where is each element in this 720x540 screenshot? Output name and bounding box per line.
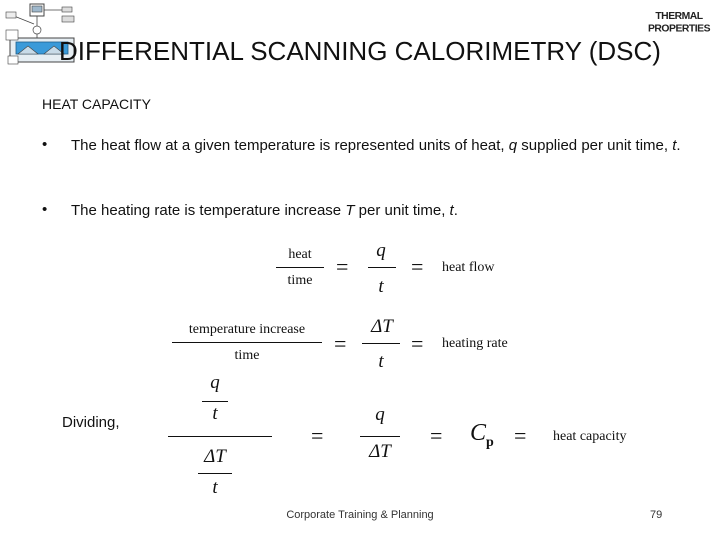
cp-subscript: p <box>486 434 494 450</box>
eq3-result: heat capacity <box>553 429 627 444</box>
eq3-var-denominator: ΔT <box>369 441 391 462</box>
eq1-result: heat flow <box>442 260 495 275</box>
eq2-numerator: temperature increase <box>188 322 306 337</box>
eq1-equals: = <box>336 254 349 279</box>
eq3-var-numerator: q <box>375 404 385 425</box>
eq3-main-fraction-bar <box>168 436 272 437</box>
eq1-equals-2: = <box>411 254 424 279</box>
eq3-equals-2: = <box>430 423 443 448</box>
eq3-equals: = <box>311 423 324 448</box>
eq1-fraction-bar <box>276 267 324 268</box>
bullet-marker: • <box>42 136 48 153</box>
eq3-inner-den-bar <box>198 473 232 474</box>
eq2-equals-2: = <box>411 331 424 356</box>
section-heading: HEAT CAPACITY <box>42 96 151 112</box>
eq3-inner-num-bar <box>202 401 228 402</box>
bullet-marker: • <box>42 201 48 218</box>
svg-text:PROPERTIES: PROPERTIES <box>647 23 711 35</box>
page-number: 79 <box>650 509 663 521</box>
eq1-var-denominator: t <box>378 276 384 297</box>
footer-text: Corporate Training & Planning <box>286 509 434 521</box>
eq2-equals: = <box>334 331 347 356</box>
eq1-denominator: time <box>287 273 313 288</box>
eq2-var-denominator: t <box>378 351 384 372</box>
eq3-equals-3: = <box>514 423 527 448</box>
eq1-var-numerator: q <box>376 240 386 261</box>
thermal-properties-logo <box>646 8 712 38</box>
eq2-denominator: time <box>234 348 260 363</box>
eq3-cp-symbol <box>470 420 494 451</box>
page-title: DIFFERENTIAL SCANNING CALORIMETRY (DSC) <box>59 36 661 66</box>
svg-text:THERMAL: THERMAL <box>655 11 703 23</box>
eq2-fraction-bar <box>172 342 322 343</box>
eq3-inner-den-top: ΔT <box>204 446 226 467</box>
eq3-lead-text: Dividing, <box>62 414 120 431</box>
bullet-2-text: The heating rate is temperature increase T per unit time, t. <box>71 202 458 219</box>
eq1-var-fraction-bar <box>368 267 396 268</box>
eq3-inner-den-bot: t <box>212 477 218 498</box>
eq1-numerator: heat <box>288 247 312 262</box>
bullet-1-text: The heat flow at a given temperature is represented units of heat, q supplied per unit time, t. <box>71 137 681 154</box>
cp-main: C <box>470 420 487 446</box>
eq3-inner-num-bot: t <box>212 403 218 424</box>
eq2-var-fraction-bar <box>362 343 400 344</box>
eq3-inner-num-top: q <box>210 372 220 393</box>
eq3-var-fraction-bar <box>360 436 400 437</box>
eq2-var-numerator: ΔT <box>371 316 393 337</box>
eq2-result: heating rate <box>442 336 508 351</box>
